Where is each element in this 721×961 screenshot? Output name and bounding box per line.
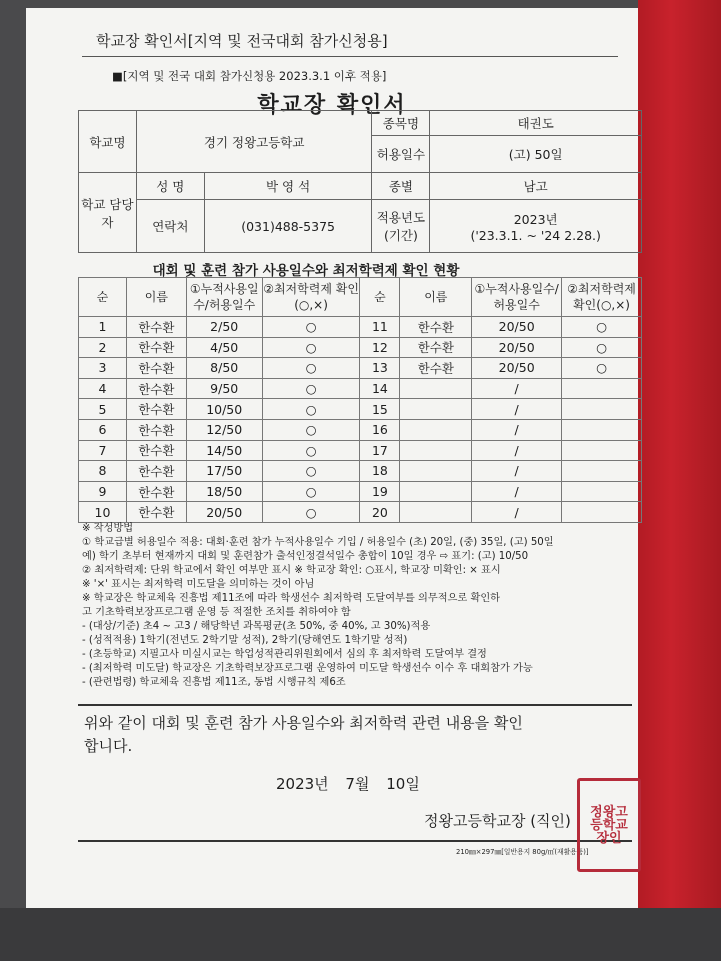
athlete-name: 한수환 xyxy=(126,317,186,338)
confirmation-line-1: 위와 같이 대회 및 훈련 참가 사용일수와 최저학력 관련 내용을 확인 xyxy=(84,714,523,732)
row-number: 9 xyxy=(79,481,127,502)
document-subheader: ■[지역 및 전국 대회 참가신청용 2023.3.1 이후 적용] xyxy=(112,69,387,83)
applicable-year-label: 적용년도 (기간) xyxy=(372,200,430,253)
athlete-name: 한수환 xyxy=(400,358,472,379)
col-name: 이름 xyxy=(126,278,186,317)
background-floor xyxy=(0,908,721,961)
col-check: ②최저학력제 확인(○,×) xyxy=(262,278,360,317)
record-row xyxy=(79,440,642,461)
min-academic-check: ○ xyxy=(262,358,360,379)
used-days: 20/50 xyxy=(472,317,562,338)
min-academic-check xyxy=(562,502,642,523)
document-header: 학교장 확인서[지역 및 전국대회 참가신청용] xyxy=(96,32,388,50)
athlete-name: 한수환 xyxy=(126,378,186,399)
background-red-folder xyxy=(638,0,721,961)
min-academic-check: ○ xyxy=(262,502,360,523)
used-days: 8/50 xyxy=(186,358,262,379)
min-academic-check: ○ xyxy=(262,337,360,358)
note-line: - (관련법령) 학교체육 진흥법 제11조, 동법 시행규칙 제6조 xyxy=(82,677,346,688)
used-days: / xyxy=(472,399,562,420)
athlete-name xyxy=(400,502,472,523)
category-value: 남고 xyxy=(430,173,642,200)
note-line: - (대상/기준) 초4 ~ 고3 / 해당학년 과목평균(초 50%, 중 40%, 고 30%)적용 xyxy=(82,621,431,632)
confirm-divider xyxy=(78,704,632,706)
used-days: 2/50 xyxy=(186,317,262,338)
min-academic-check xyxy=(562,419,642,440)
used-days: / xyxy=(472,440,562,461)
row-number: 15 xyxy=(360,399,400,420)
row-number: 17 xyxy=(360,440,400,461)
col-days: ①누적사용일수/허용일수 xyxy=(186,278,262,317)
record-row xyxy=(79,378,642,399)
contact-label: 연락처 xyxy=(136,200,204,253)
confirmation-text xyxy=(84,712,523,758)
note-line: - (성적적용) 1학기(전년도 2학기말 성적), 2학기(당해연도 1학기말 성적) xyxy=(82,635,408,646)
manager-label: 학교 담당자 xyxy=(79,173,137,253)
allowed-days-value: (고) 50일 xyxy=(430,136,642,173)
used-days: / xyxy=(472,481,562,502)
school-value: 경기 정왕고등학교 xyxy=(136,111,372,173)
row-number: 10 xyxy=(79,502,127,523)
row-number: 5 xyxy=(79,399,127,420)
note-line: 고 기초학력보장프로그램 운영 등 적절한 조치를 취하여야 함 xyxy=(82,607,351,618)
min-academic-check xyxy=(562,481,642,502)
min-academic-check xyxy=(562,461,642,482)
allowed-days-label: 허용일수 xyxy=(372,136,430,173)
row-number: 4 xyxy=(79,378,127,399)
athlete-name: 한수환 xyxy=(126,481,186,502)
min-academic-check: ○ xyxy=(262,317,360,338)
row-number: 3 xyxy=(79,358,127,379)
note-line: - (초등학교) 지필고사 미실시교는 학업성적관리위원회에서 심의 후 최저학력 도달여부 결정 xyxy=(82,649,487,660)
row-number: 19 xyxy=(360,481,400,502)
athlete-name xyxy=(400,419,472,440)
contact-value: (031)488-5375 xyxy=(204,200,372,253)
used-days: 20/50 xyxy=(472,337,562,358)
row-number: 14 xyxy=(360,378,400,399)
row-number: 13 xyxy=(360,358,400,379)
note-line: - (최저학력 미도달) 학교장은 기초학력보장프로그램 운영하여 미도달 학생선수 이수 후 대회참가 가능 xyxy=(82,663,533,674)
row-number: 2 xyxy=(79,337,127,358)
applicable-year-cell xyxy=(430,200,642,253)
used-days: 18/50 xyxy=(186,481,262,502)
min-academic-check: ○ xyxy=(562,358,642,379)
athlete-name xyxy=(400,461,472,482)
athlete-name: 한수환 xyxy=(126,337,186,358)
record-row xyxy=(79,358,642,379)
used-days: / xyxy=(472,502,562,523)
athlete-name xyxy=(400,481,472,502)
row-number: 8 xyxy=(79,461,127,482)
note-line: 예) 학기 초부터 현재까지 대회 및 훈련참가 출석인정결석일수 총합이 10일 경우 ⇨ 표기: (고) 10/50 xyxy=(82,551,529,562)
used-days: / xyxy=(472,461,562,482)
athlete-name: 한수환 xyxy=(126,440,186,461)
note-line: ※ '×' 표시는 최저학력 미도달을 의미하는 것이 아님 xyxy=(82,579,315,590)
min-academic-check: ○ xyxy=(262,399,360,420)
official-seal-stamp xyxy=(577,778,641,872)
record-body xyxy=(79,317,642,523)
category-label: 종별 xyxy=(372,173,430,200)
row-number: 12 xyxy=(360,337,400,358)
row-number: 20 xyxy=(360,502,400,523)
record-row xyxy=(79,399,642,420)
athlete-name: 한수환 xyxy=(126,399,186,420)
col-days: ①누적사용일수/허용일수 xyxy=(472,278,562,317)
row-number: 7 xyxy=(79,440,127,461)
used-days: / xyxy=(472,419,562,440)
note-line: ② 최저학력제: 단위 학교에서 확인 여부만 표시 ※ 학교장 확인: ○표시, 학교장 미확인: × 표시 xyxy=(82,565,501,576)
col-no: 순 xyxy=(360,278,400,317)
name-label: 성 명 xyxy=(136,173,204,200)
name-value: 박 영 석 xyxy=(204,173,372,200)
athlete-name: 한수환 xyxy=(400,317,472,338)
signer: 정왕고등학교장 (직인) xyxy=(424,812,571,830)
athlete-name xyxy=(400,399,472,420)
min-academic-check: ○ xyxy=(562,337,642,358)
confirmation-line-2: 합니다. xyxy=(84,737,133,755)
min-academic-check xyxy=(562,378,642,399)
notes xyxy=(82,522,554,690)
record-section-title: 대회 및 훈련 참가 사용일수와 최저학력제 확인 현황 xyxy=(152,263,460,279)
athlete-name xyxy=(400,440,472,461)
col-no: 순 xyxy=(79,278,127,317)
min-academic-check xyxy=(562,399,642,420)
col-check: ②최저학력제 확인(○,×) xyxy=(562,278,642,317)
row-number: 16 xyxy=(360,419,400,440)
record-row xyxy=(79,337,642,358)
record-row xyxy=(79,317,642,338)
school-label: 학교명 xyxy=(79,111,137,173)
seal-text: 정왕고등학교장인 xyxy=(590,804,628,846)
used-days: / xyxy=(472,378,562,399)
min-academic-check: ○ xyxy=(262,419,360,440)
min-academic-check xyxy=(562,440,642,461)
header-divider xyxy=(82,56,618,57)
paper-info: 210㎜×297㎜[일반용지 80g/㎡(재활용품)] xyxy=(456,848,589,856)
row-number: 11 xyxy=(360,317,400,338)
athlete-name: 한수환 xyxy=(126,419,186,440)
event-label: 종목명 xyxy=(372,111,430,136)
record-row xyxy=(79,461,642,482)
document-title: 학교장 확인서 xyxy=(257,93,407,118)
row-number: 6 xyxy=(79,419,127,440)
record-row xyxy=(79,481,642,502)
info-table xyxy=(78,110,642,253)
min-academic-check: ○ xyxy=(262,440,360,461)
confirmation-date: 2023년 7월 10일 xyxy=(276,775,420,793)
record-row xyxy=(79,502,642,523)
record-row xyxy=(79,419,642,440)
athlete-name: 한수환 xyxy=(126,502,186,523)
used-days: 17/50 xyxy=(186,461,262,482)
athlete-name xyxy=(400,378,472,399)
used-days: 9/50 xyxy=(186,378,262,399)
used-days: 14/50 xyxy=(186,440,262,461)
applicable-year-value: 2023년 xyxy=(513,211,558,227)
athlete-name: 한수환 xyxy=(400,337,472,358)
used-days: 20/50 xyxy=(186,502,262,523)
used-days: 20/50 xyxy=(472,358,562,379)
note-line: ① 학교급별 허용일수 적용: 대회·훈련 참가 누적사용일수 기입 / 허용일수 (초) 20일, (중) 35일, (고) 50일 xyxy=(82,537,554,548)
row-number: 18 xyxy=(360,461,400,482)
athlete-name: 한수환 xyxy=(126,461,186,482)
athlete-name: 한수환 xyxy=(126,358,186,379)
min-academic-check: ○ xyxy=(562,317,642,338)
event-value: 태권도 xyxy=(430,111,642,136)
note-line: ※ 작성방법 xyxy=(82,523,134,534)
record-table xyxy=(78,277,642,523)
record-header-row xyxy=(79,278,642,317)
note-line: ※ 학교장은 학교체육 진흥법 제11조에 따라 학생선수 최저학력 도달여부를 의무적으로 확인하 xyxy=(82,593,500,604)
min-academic-check: ○ xyxy=(262,481,360,502)
col-name: 이름 xyxy=(400,278,472,317)
row-number: 1 xyxy=(79,317,127,338)
min-academic-check: ○ xyxy=(262,461,360,482)
min-academic-check: ○ xyxy=(262,378,360,399)
used-days: 12/50 xyxy=(186,419,262,440)
used-days: 4/50 xyxy=(186,337,262,358)
applicable-period-value: ('23.3.1. ~ '24 2.28.) xyxy=(470,227,601,243)
used-days: 10/50 xyxy=(186,399,262,420)
footer-divider xyxy=(78,840,632,842)
